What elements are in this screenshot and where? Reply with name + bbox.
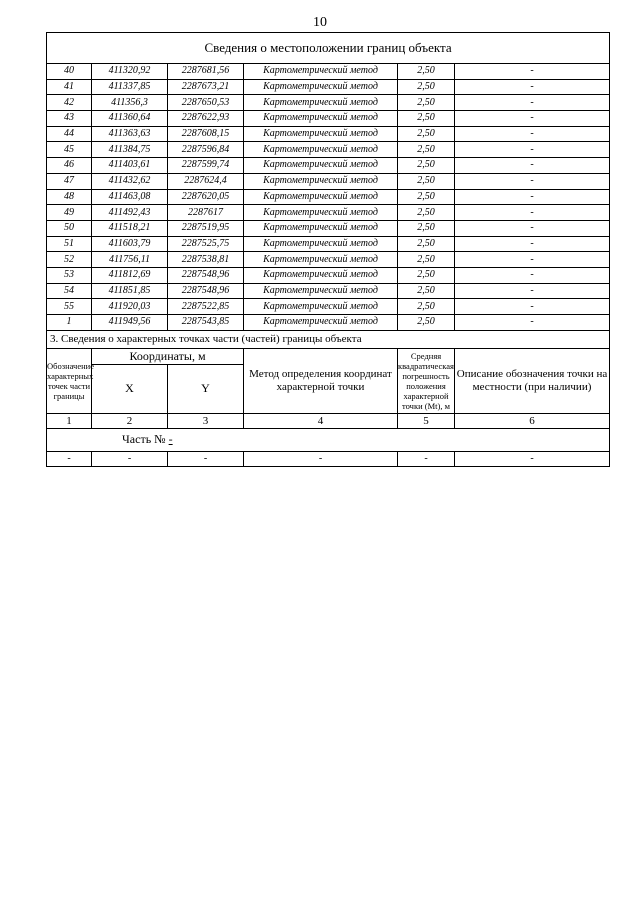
- table-cell: 47: [47, 173, 92, 189]
- table-cell: Картометрический метод: [244, 111, 398, 127]
- table-cell: 2,50: [398, 111, 455, 127]
- table-cell: Картометрический метод: [244, 64, 398, 80]
- table-cell: 2,50: [398, 315, 455, 331]
- table-cell: 41: [47, 79, 92, 95]
- table-cell: 411492,43: [92, 205, 168, 221]
- table-cell: 2287624,4: [168, 173, 244, 189]
- header-method: Метод определения координат характерной точки: [244, 348, 398, 413]
- table-cell: 411851,85: [92, 283, 168, 299]
- table-cell: Картометрический метод: [244, 173, 398, 189]
- table-cell: 2287525,75: [168, 236, 244, 252]
- header-row-1: [47, 348, 610, 364]
- header-x: X: [92, 364, 168, 413]
- column-number: 1: [47, 413, 92, 428]
- table-cell: 2,50: [398, 220, 455, 236]
- table-row: [47, 142, 610, 158]
- table-cell: Картометрический метод: [244, 252, 398, 268]
- table-cell: 411403,61: [92, 158, 168, 174]
- table-cell: 2287673,21: [168, 79, 244, 95]
- table-cell: 2,50: [398, 205, 455, 221]
- header-coordinates: Координаты, м: [92, 348, 244, 364]
- table-row: [47, 283, 610, 299]
- table-cell: 2,50: [398, 126, 455, 142]
- table-row: [47, 236, 610, 252]
- table-cell: 50: [47, 220, 92, 236]
- page-number: 10: [313, 15, 327, 30]
- section3-title-row: [47, 330, 610, 348]
- table-cell: 2287617: [168, 205, 244, 221]
- table-row: [47, 126, 610, 142]
- column-number: 6: [455, 413, 610, 428]
- table-cell: 2,50: [398, 173, 455, 189]
- table-cell: -: [455, 64, 610, 80]
- table-row: [47, 95, 610, 111]
- part-label: Часть №: [122, 432, 166, 447]
- table-cell: 411920,03: [92, 299, 168, 315]
- table-cell: 2,50: [398, 95, 455, 111]
- table-cell: Картометрический метод: [244, 283, 398, 299]
- table-cell: 411320,92: [92, 64, 168, 80]
- table-cell: 44: [47, 126, 92, 142]
- table-cell: -: [455, 95, 610, 111]
- table-cell: 2,50: [398, 142, 455, 158]
- part-label-cell: [47, 428, 610, 451]
- header-description: Описание обозначения точки на местности (при наличии): [455, 348, 610, 413]
- table-cell: 411463,08: [92, 189, 168, 205]
- table-cell: 2287519,95: [168, 220, 244, 236]
- table-cell: Картометрический метод: [244, 205, 398, 221]
- table-cell: 411949,56: [92, 315, 168, 331]
- table-cell: 2,50: [398, 267, 455, 283]
- table-cell: -: [455, 267, 610, 283]
- table-row: [47, 111, 610, 127]
- table-cell: -: [455, 451, 610, 466]
- table-cell: -: [398, 451, 455, 466]
- table-cell: 2287548,96: [168, 283, 244, 299]
- column-number-row: [47, 413, 610, 428]
- table-cell: 2,50: [398, 189, 455, 205]
- table-cell: 2,50: [398, 299, 455, 315]
- table-cell: -: [244, 451, 398, 466]
- table-cell: 2287522,85: [168, 299, 244, 315]
- table-cell: 54: [47, 283, 92, 299]
- table-row: [47, 79, 610, 95]
- table-cell: Картометрический метод: [244, 189, 398, 205]
- table-cell: -: [455, 173, 610, 189]
- table-cell: Картометрический метод: [244, 236, 398, 252]
- table-cell: 411603,79: [92, 236, 168, 252]
- table-cell: -: [455, 111, 610, 127]
- table-cell: Картометрический метод: [244, 158, 398, 174]
- table-cell: -: [168, 451, 244, 466]
- column-number: 5: [398, 413, 455, 428]
- table-cell: -: [455, 79, 610, 95]
- table-cell: 2287538,81: [168, 252, 244, 268]
- table-cell: -: [455, 283, 610, 299]
- table-cell: -: [455, 236, 610, 252]
- table-row: [47, 158, 610, 174]
- table-row: [47, 173, 610, 189]
- table-row: [47, 220, 610, 236]
- table-cell: -: [92, 451, 168, 466]
- table-cell: 49: [47, 205, 92, 221]
- table-row: [47, 189, 610, 205]
- table-cell: 40: [47, 64, 92, 80]
- table-cell: 411756,11: [92, 252, 168, 268]
- section3-title: 3. Сведения о характерных точках части (частей) границы объекта: [47, 330, 610, 348]
- table-cell: 43: [47, 111, 92, 127]
- table-cell: 48: [47, 189, 92, 205]
- table-cell: 411812,69: [92, 267, 168, 283]
- table-cell: 2287596,84: [168, 142, 244, 158]
- table-cell: 2,50: [398, 64, 455, 80]
- table-cell: 2,50: [398, 79, 455, 95]
- table-row: [47, 252, 610, 268]
- table-cell: 411360,64: [92, 111, 168, 127]
- table-cell: -: [455, 189, 610, 205]
- table-cell: -: [455, 142, 610, 158]
- table-cell: 55: [47, 299, 92, 315]
- table-cell: 42: [47, 95, 92, 111]
- table-cell: Картометрический метод: [244, 267, 398, 283]
- table-cell: Картометрический метод: [244, 126, 398, 142]
- table-cell: 2287608,15: [168, 126, 244, 142]
- table-cell: 52: [47, 252, 92, 268]
- table-row: [47, 64, 610, 80]
- section-title-row: [47, 33, 610, 64]
- table-cell: 2287620,05: [168, 189, 244, 205]
- table-cell: 46: [47, 158, 92, 174]
- table-cell: Картометрический метод: [244, 79, 398, 95]
- column-number: 4: [244, 413, 398, 428]
- table-cell: 51: [47, 236, 92, 252]
- table-cell: -: [455, 220, 610, 236]
- table-cell: -: [455, 205, 610, 221]
- table-cell: 53: [47, 267, 92, 283]
- table-cell: 411518,21: [92, 220, 168, 236]
- table-cell: Картометрический метод: [244, 315, 398, 331]
- table-cell: -: [455, 315, 610, 331]
- table-cell: Картометрический метод: [244, 299, 398, 315]
- table-cell: 2287681,56: [168, 64, 244, 80]
- header-designation: Обозначение характерных точек части границы: [47, 348, 92, 413]
- boundary-table: [46, 32, 610, 467]
- header-accuracy: Средняя квадратическая погрешность положения характерной точки (Mt), м: [398, 348, 455, 413]
- table-cell: -: [455, 299, 610, 315]
- table-cell: 411356,3: [92, 95, 168, 111]
- table-cell: -: [47, 451, 92, 466]
- table-cell: -: [455, 158, 610, 174]
- section-title: Сведения о местоположении границ объекта: [47, 33, 610, 64]
- header-y: Y: [168, 364, 244, 413]
- table-cell: 2287650,53: [168, 95, 244, 111]
- table-cell: 411363,63: [92, 126, 168, 142]
- table-cell: 2,50: [398, 283, 455, 299]
- table-row: [47, 267, 610, 283]
- table-row: [47, 315, 610, 331]
- table-cell: 411337,85: [92, 79, 168, 95]
- table-cell: -: [455, 126, 610, 142]
- table-cell: 2,50: [398, 252, 455, 268]
- part-row: [47, 428, 610, 451]
- part-value: -: [168, 432, 173, 447]
- table-cell: Картометрический метод: [244, 142, 398, 158]
- table-cell: 2,50: [398, 158, 455, 174]
- table-cell: 2287599,74: [168, 158, 244, 174]
- table-cell: 2287548,96: [168, 267, 244, 283]
- table-cell: -: [455, 252, 610, 268]
- table-cell: 2,50: [398, 236, 455, 252]
- table-cell: 2287543,85: [168, 315, 244, 331]
- table-cell: 45: [47, 142, 92, 158]
- table-cell: 1: [47, 315, 92, 331]
- table-row: [47, 205, 610, 221]
- table-cell: Картометрический метод: [244, 220, 398, 236]
- table-row: [47, 299, 610, 315]
- column-number: 3: [168, 413, 244, 428]
- table-cell: 411384,75: [92, 142, 168, 158]
- table-cell: Картометрический метод: [244, 95, 398, 111]
- empty-data-row: [47, 451, 610, 466]
- column-number: 2: [92, 413, 168, 428]
- table-cell: 2287622,93: [168, 111, 244, 127]
- table-cell: 411432,62: [92, 173, 168, 189]
